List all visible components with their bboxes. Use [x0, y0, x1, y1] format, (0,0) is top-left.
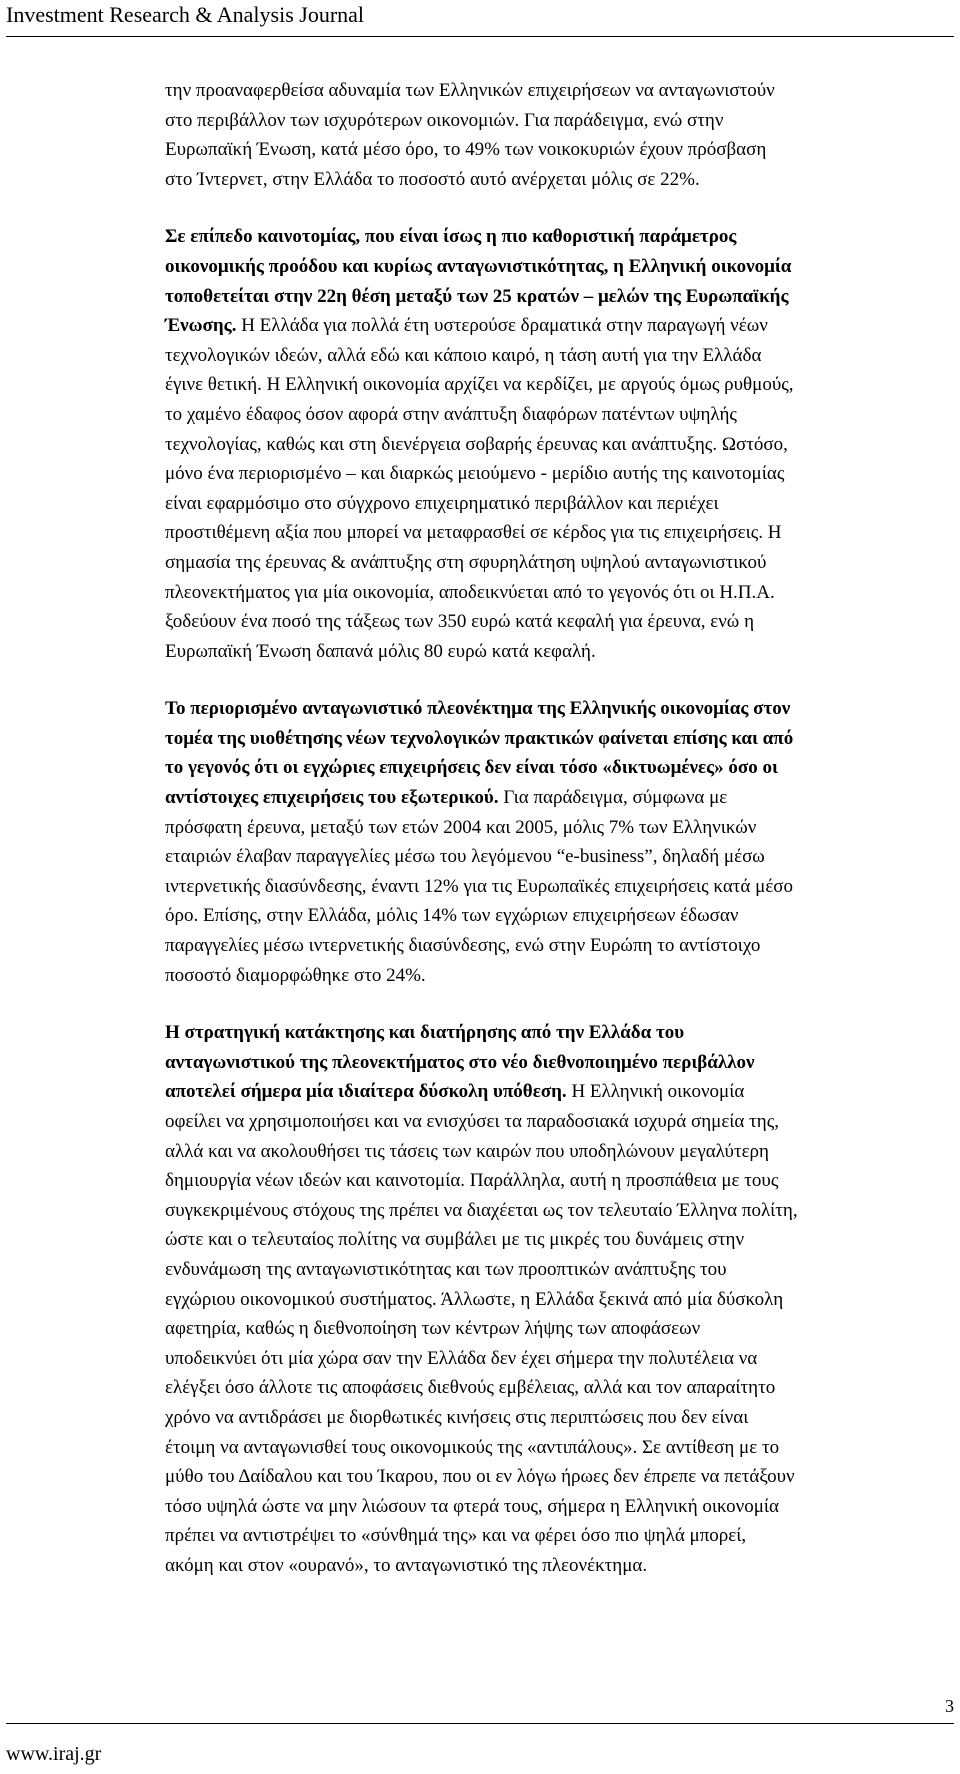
text-line: [165, 459, 947, 489]
text-line: [165, 1196, 947, 1226]
text-line: [165, 76, 947, 106]
text-segment: είναι εφαρμόσιμο στο σύγχρονο επιχειρηματικό περιβάλλον και περιέχει: [165, 492, 719, 514]
text-segment: εγχώριου οικονομικού συστήματος. Άλλωστε, η Ελλάδα ξεκινά από μία δύσκολη: [165, 1288, 784, 1310]
text-line: [165, 222, 947, 252]
text-segment: στο περιβάλλον των ισχυρότερων οικονομιών. Για παράδειγμα, ενώ στην: [165, 109, 724, 131]
text-segment: τόσο υψηλά ώστε να μην λιώσουν τα φτερά τους, σήμερα η Ελληνική οικονομία: [165, 1495, 780, 1517]
text-line: [165, 548, 947, 578]
text-line: [165, 637, 947, 667]
text-segment: προστιθέμενη αξία που μπορεί να μεταφρασθεί σε κέρδος για τις επιχειρήσεις. Η: [165, 522, 782, 544]
text-line: [165, 311, 947, 341]
text-line: [165, 1344, 947, 1374]
text-line: [165, 783, 947, 813]
text-segment: δημιουργία νέων ιδεών και καινοτομία. Παράλληλα, αυτή η προσπάθεια με τους: [165, 1170, 779, 1192]
journal-header: [6, 0, 954, 37]
bold-text-segment: Σε επίπεδο καινοτομίας, που είναι ίσως η πιο καθοριστική παράμετρος: [165, 226, 737, 248]
text-line: [165, 1225, 947, 1255]
bold-text-segment: Ένωσης.: [165, 315, 237, 337]
text-line: [165, 1018, 947, 1048]
article-body: [165, 76, 947, 1609]
text-line: [165, 1137, 947, 1167]
bold-text-segment: Η στρατηγική κατάκτησης και διατήρησης από την Ελλάδα του: [165, 1022, 685, 1044]
text-segment: αφετηρία, καθώς η διεθνοποίηση των κέντρων λήψης των αποφάσεων: [165, 1318, 701, 1340]
text-line: [165, 400, 947, 430]
text-line: [165, 694, 947, 724]
paragraph: [165, 76, 947, 194]
text-line: [165, 370, 947, 400]
text-line: [165, 1492, 947, 1522]
text-segment: σημασία της έρευνας & ανάπτυξης στη σφυρηλάτηση υψηλού ανταγωνιστικού: [165, 551, 767, 573]
paragraph: [165, 1018, 947, 1580]
text-segment: υποδεικνύει ότι μία χώρα σαν την Ελλάδα δεν έχει σήμερα την πολυτέλεια να: [165, 1347, 758, 1369]
text-line: [165, 1314, 947, 1344]
text-line: [165, 1077, 947, 1107]
paragraph: [165, 694, 947, 990]
text-segment: Η Ελληνική οικονομία: [566, 1081, 745, 1103]
text-line: [165, 1521, 947, 1551]
journal-title: Investment Research & Analysis Journal: [6, 2, 365, 27]
bold-text-segment: αντίστοιχες επιχειρήσεις του εξωτερικού.: [165, 787, 499, 809]
text-line: [165, 1255, 947, 1285]
text-line: [165, 1403, 947, 1433]
text-segment: στο Ίντερνετ, στην Ελλάδα το ποσοστό αυτό ανέρχεται μόλις σε 22%.: [165, 168, 700, 190]
bold-text-segment: το γεγονός ότι οι εγχώριες επιχειρήσεις δεν είναι τόσο «δικτυωμένες» όσο οι: [165, 757, 778, 779]
text-segment: εταιριών έλαβαν παραγγελίες μέσω του λεγόμενου “e-business”, δηλαδή μέσω: [165, 846, 765, 868]
bold-text-segment: Το περιορισμένο ανταγωνιστικό πλεονέκτημα της Ελληνικής οικονομίας στον: [165, 698, 791, 720]
bold-text-segment: τοποθετείται στην 22η θέση μεταξύ των 25 κρατών – μελών της Ευρωπαϊκής: [165, 285, 789, 307]
text-segment: πλεονεκτήματος για μία οικονομία, αποδεικνύεται από το γεγονός ότι οι Η.Π.Α.: [165, 581, 775, 603]
text-segment: όρο. Επίσης, στην Ελλάδα, μόλις 14% των εγχώριων επιχειρήσεων έδωσαν: [165, 905, 739, 927]
text-segment: ώστε και ο τελευταίος πολίτης να συμβάλει με τις μικρές του δυνάμεις στην: [165, 1229, 745, 1251]
text-line: [165, 578, 947, 608]
text-segment: Για παράδειγμα, σύμφωνα με: [498, 787, 728, 809]
text-segment: τεχνολογίας, καθώς και στη διενέργεια σοβαρής έρευνας και ανάπτυξης. Ωστόσο,: [165, 433, 788, 455]
text-line: [165, 753, 947, 783]
bold-text-segment: τομέα της υιοθέτησης νέων τεχνολογικών πρακτικών φαίνεται επίσης και από: [165, 727, 794, 749]
text-segment: πρόσφατη έρευνα, μεταξύ των ετών 2004 και 2005, μόλις 7% των Ελληνικών: [165, 816, 757, 838]
text-line: [165, 872, 947, 902]
text-line: [165, 135, 947, 165]
text-line: [165, 842, 947, 872]
text-segment: ποσοστό διαμορφώθηκε στο 24%.: [165, 964, 426, 986]
text-line: [165, 341, 947, 371]
footer-url[interactable]: www.iraj.gr: [6, 1743, 102, 1765]
text-segment: μύθο του Δαίδαλου και του Ίκαρου, που οι εν λόγω ήρωες δεν έπρεπε να πετάξουν: [165, 1466, 795, 1488]
text-line: [165, 1107, 947, 1137]
text-line: [165, 1433, 947, 1463]
text-line: [165, 430, 947, 460]
text-line: [165, 813, 947, 843]
text-segment: τεχνολογικών ιδεών, αλλά εδώ και κάποιο καιρό, η τάση αυτή για την Ελλάδα: [165, 344, 762, 366]
text-line: [165, 1551, 947, 1581]
text-line: [165, 518, 947, 548]
bold-text-segment: οικονομικής προόδου και κυρίως ανταγωνιστικότητας, η Ελληνική οικονομία: [165, 255, 792, 277]
text-line: [165, 901, 947, 931]
text-segment: Η Ελλάδα για πολλά έτη υστερούσε δραματικά στην παραγωγή νέων: [236, 315, 768, 337]
text-line: [165, 961, 947, 991]
text-segment: παραγγελίες μέσω ιντερνετικής διασύνδεσης, ενώ στην Ευρώπη το αντίστοιχο: [165, 935, 761, 957]
text-line: [165, 489, 947, 519]
text-segment: μόνο ένα περιορισμένο – και διαρκώς μειούμενο - μερίδιο αυτής της καινοτομίας: [165, 463, 785, 485]
text-segment: συγκεκριμένους στόχους της πρέπει να διαχέεται ως τον τελευταίο Έλληνα πολίτη,: [165, 1199, 798, 1221]
text-segment: ξοδεύουν ένα ποσό της τάξεως των 350 ευρώ κατά κεφαλή για έρευνα, ενώ η: [165, 611, 754, 633]
text-segment: Ευρωπαϊκή Ένωση, κατά μέσο όρο, το 49% των νοικοκυριών έχουν πρόσβαση: [165, 139, 767, 161]
text-line: [165, 1048, 947, 1078]
text-segment: ενδυνάμωση της ανταγωνιστικότητας και των προοπτικών ανάπτυξης του: [165, 1258, 727, 1280]
text-line: [165, 106, 947, 136]
text-segment: ακόμη και στον «ουρανό», το ανταγωνιστικό της πλεονέκτημα.: [165, 1554, 648, 1576]
text-line: [165, 1373, 947, 1403]
text-segment: πρέπει να αντιστρέψει το «σύνθημά της» και να φέρει όσο πιο ψηλά μπορεί,: [165, 1525, 747, 1547]
page-number: 3: [945, 1696, 954, 1716]
text-segment: ελέγξει όσο άλλοτε τις αποφάσεις διεθνούς εμβέλειας, αλλά και τον απαραίτητο: [165, 1377, 776, 1399]
paragraph: [165, 222, 947, 666]
text-segment: ιντερνετικής διασύνδεσης, έναντι 12% για τις Ευρωπαϊκές επιχειρήσεις κατά μέσο: [165, 875, 794, 897]
text-segment: το χαμένο έδαφος όσον αφορά στην ανάπτυξη διαφόρων πατέντων υψηλής: [165, 403, 737, 425]
text-segment: την προαναφερθείσα αδυναμία των Ελληνικών επιχειρήσεων να ανταγωνιστούν: [165, 80, 775, 101]
text-line: [165, 607, 947, 637]
bold-text-segment: αποτελεί σήμερα μία ιδιαίτερα δύσκολη υπόθεση.: [165, 1081, 567, 1103]
text-line: [165, 1462, 947, 1492]
text-line: [165, 931, 947, 961]
text-line: [165, 1166, 947, 1196]
text-segment: χρόνο να αντιδράσει με διορθωτικές κινήσεις στις περιπτώσεις που δεν είναι: [165, 1406, 749, 1428]
text-line: [165, 282, 947, 312]
text-line: [165, 165, 947, 195]
text-line: [165, 252, 947, 282]
text-segment: έγινε θετική. Η Ελληνική οικονομία αρχίζει να κερδίζει, με αργούς όμως ρυθμούς,: [165, 374, 794, 396]
text-segment: έτοιμη να ανταγωνισθεί τους οικονομικούς της «αντιπάλους». Σε αντίθεση με το: [165, 1436, 780, 1458]
text-segment: οφείλει να χρησιμοποιήσει και να ενισχύσει τα παραδοσιακά ισχυρά σημεία της,: [165, 1111, 779, 1132]
footer-divider: [6, 1723, 954, 1724]
bold-text-segment: ανταγωνιστικού της πλεονεκτήματος στο νέο διεθνοποιημένο περιβάλλον: [165, 1051, 755, 1073]
text-line: [165, 724, 947, 754]
text-segment: αλλά και να ακολουθήσει τις τάσεις των καιρών που υποδηλώνουν μεγαλύτερη: [165, 1140, 769, 1162]
text-segment: Ευρωπαϊκή Ένωση δαπανά μόλις 80 ευρώ κατά κεφαλή.: [165, 640, 596, 662]
text-line: [165, 1285, 947, 1315]
